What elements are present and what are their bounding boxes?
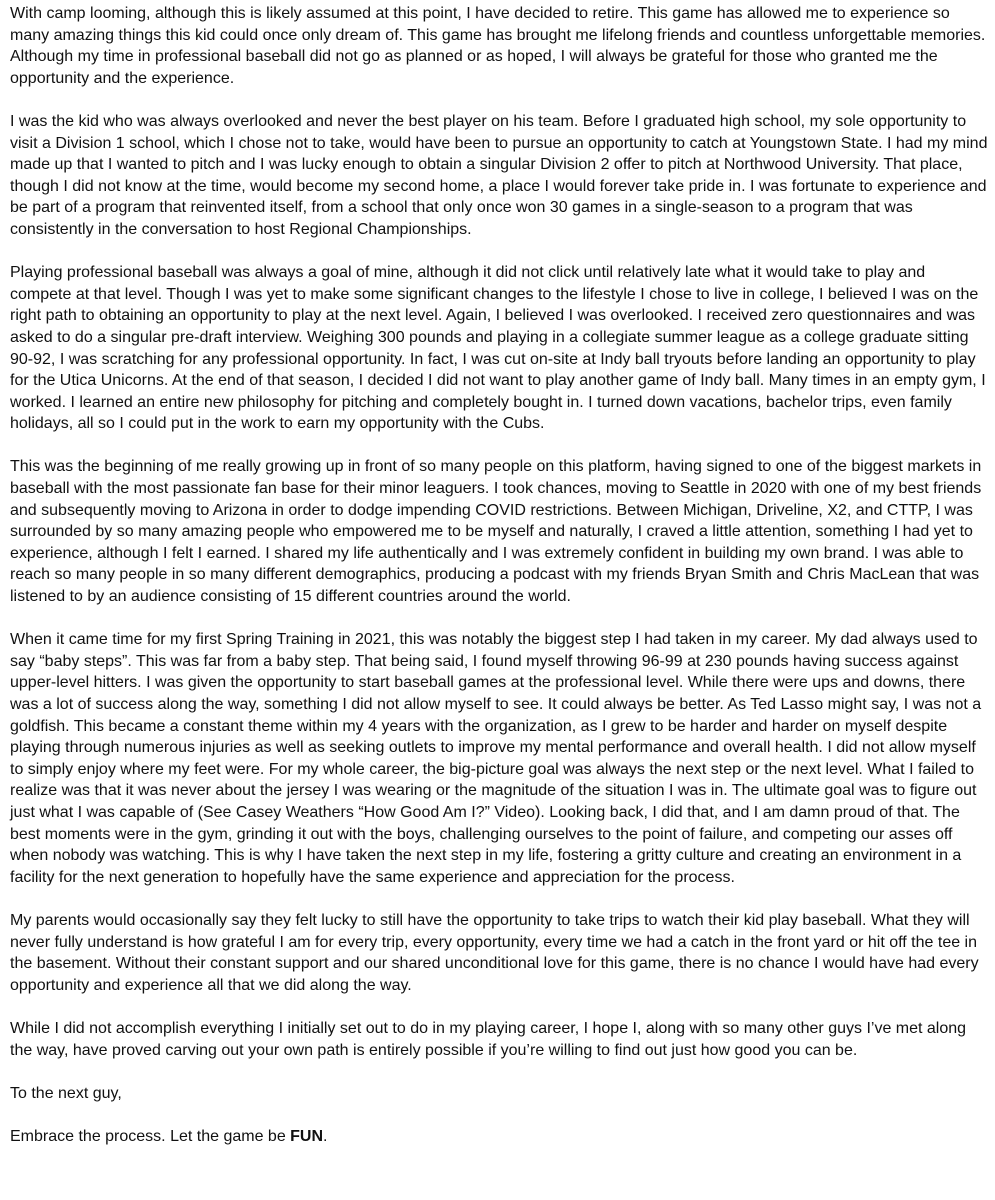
paragraph-spring-training: When it came time for my first Spring Training in 2021, this was notably the biggest step I had taken in my career. My dad always used to say “baby steps”. This was far from a baby step. That being said, I found myself throwing 96-99 at 230 pounds having success against upper-level hitters. I was given the opportunity to start baseball games at the professional level. While there were ups and downs, there was a lot of success along the way, something I did not allow myself to see. It could always be better. As Ted Lasso might say, I was not a goldfish. This became a constant theme within my 4 years with the organization, as I grew to be harder and harder on myself despite playing through numerous injuries as well as seeking outlets to improve my mental performance and overall health. I did not allow myself to simply enjoy where my feet were. For my whole career, the big-picture goal was always the next step or the next level. What I failed to realize was that it was never about the jersey I was wearing or the magnitude of the situation I was in. The ultimate goal was to figure out just what I was capable of (See Casey Weathers “How Good Am I?” Video). Looking back, I did that, and I am damn proud of that. The best moments were in the gym, grinding it out with the boys, challenging ourselves to the point of failure, and competing our asses off when nobody was watching. This is why I have taken the next step in my life, fostering a gritty culture and creating an environment in a facility for the next generation to hopefully have the same experience and appreciation for the process. bbox=[10, 631, 982, 886]
salutation-line: To the next guy, bbox=[10, 1084, 122, 1102]
closing-line bbox=[10, 1126, 989, 1148]
paragraph-parents-gratitude: My parents would occasionally say they felt lucky to still have the opportunity to take trips to watch their kid play baseball. What they will never fully understand is how grateful I am for every trip, every opportunity, every time we had a catch in the front yard or hit off the tee in the basement. Without their constant support and our shared unconditional love for this game, there is no chance I would have had every opportunity and experience all that we did along the way. bbox=[10, 911, 979, 994]
closing-text: Embrace the process. Let the game be bbox=[10, 1127, 291, 1145]
paragraph-college-career: I was the kid who was always overlooked and never the best player on his team. Before I graduated high school, my sole opportunity to visit a Division 1 school, which I chose not to take, would have been to pursue an opportunity to catch at Youngstown State. I had my mind made up that I wanted to pitch and I was lucky enough to obtain a singular Division 2 offer to pitch at Northwood University. That place, though I did not know at the time, would become my second home, a place I would forever take pride in. I was fortunate to experience and be part of a program that reinvented itself, from a school that only once won 30 games in a single-season to a program that was consistently in the conversation to host Regional Championships. bbox=[10, 112, 988, 238]
paragraph-retirement-announcement: With camp looming, although this is likely assumed at this point, I have decided to retire. This game has allowed me to experience so many amazing things this kid could once only dream of. This game has brought me lifelong friends and countless unforgettable memories. Although my time in professional baseball did not go as planned or as hoped, I will always be grateful for those who granted me the opportunity and the experience. bbox=[10, 5, 986, 87]
paragraph-growing-up-publicly: This was the beginning of me really growing up in front of so many people on this platform, having signed to one of the biggest markets in baseball with the most passionate fan base for their minor leaguers. I took chances, moving to Seattle in 2020 with one of my best friends and subsequently moving to Arizona in order to dodge impending COVID restrictions. Between Michigan, Driveline, X2, and CTTP, I was surrounded by so many amazing people who empowered me to be myself and naturally, I craved a little attention, something I had yet to experience, although I felt I earned. I shared my life authentically and I was extremely confident in building my own brand. I was able to reach so many people in so many different demographics, producing a podcast with my friends Bryan Smith and Chris MacLean that was listened to by an audience consisting of 15 different countries around the world. bbox=[10, 458, 982, 606]
closing-emphasis: FUN bbox=[290, 1127, 324, 1145]
closing-punctuation: . bbox=[323, 1127, 328, 1145]
paragraph-path-to-pros: Playing professional baseball was always a goal of mine, although it did not click until relatively late what it would take to play and compete at that level. Though I was yet to make some significant changes to the lifestyle I chose to live in college, I believed I was on the right path to obtaining an opportunity to play at the next level. Again, I believed I was overlooked. I received zero questionnaires and was asked to do a singular pre-draft interview. Weighing 300 pounds and playing in a collegiate summer league as a college graduate sitting 90-92, I was scratching for any professional opportunity. In fact, I was cut on-site at Indy ball tryouts before landing an opportunity to play for the Utica Unicorns. At the end of that season, I decided I did not want to play another game of Indy ball. Many times in an empty gym, I worked. I learned an entire new philosophy for pitching and completely bought in. I turned down vacations, bachelor trips, even family holidays, all so I could put in the work to earn my opportunity with the Cubs. bbox=[10, 264, 986, 433]
paragraph-carving-own-path: While I did not accomplish everything I initially set out to do in my playing career, I hope I, along with so many other guys I’ve met along the way, have proved carving out your own path is entirely possible if you’re willing to find out just how good you can be. bbox=[10, 1019, 967, 1059]
